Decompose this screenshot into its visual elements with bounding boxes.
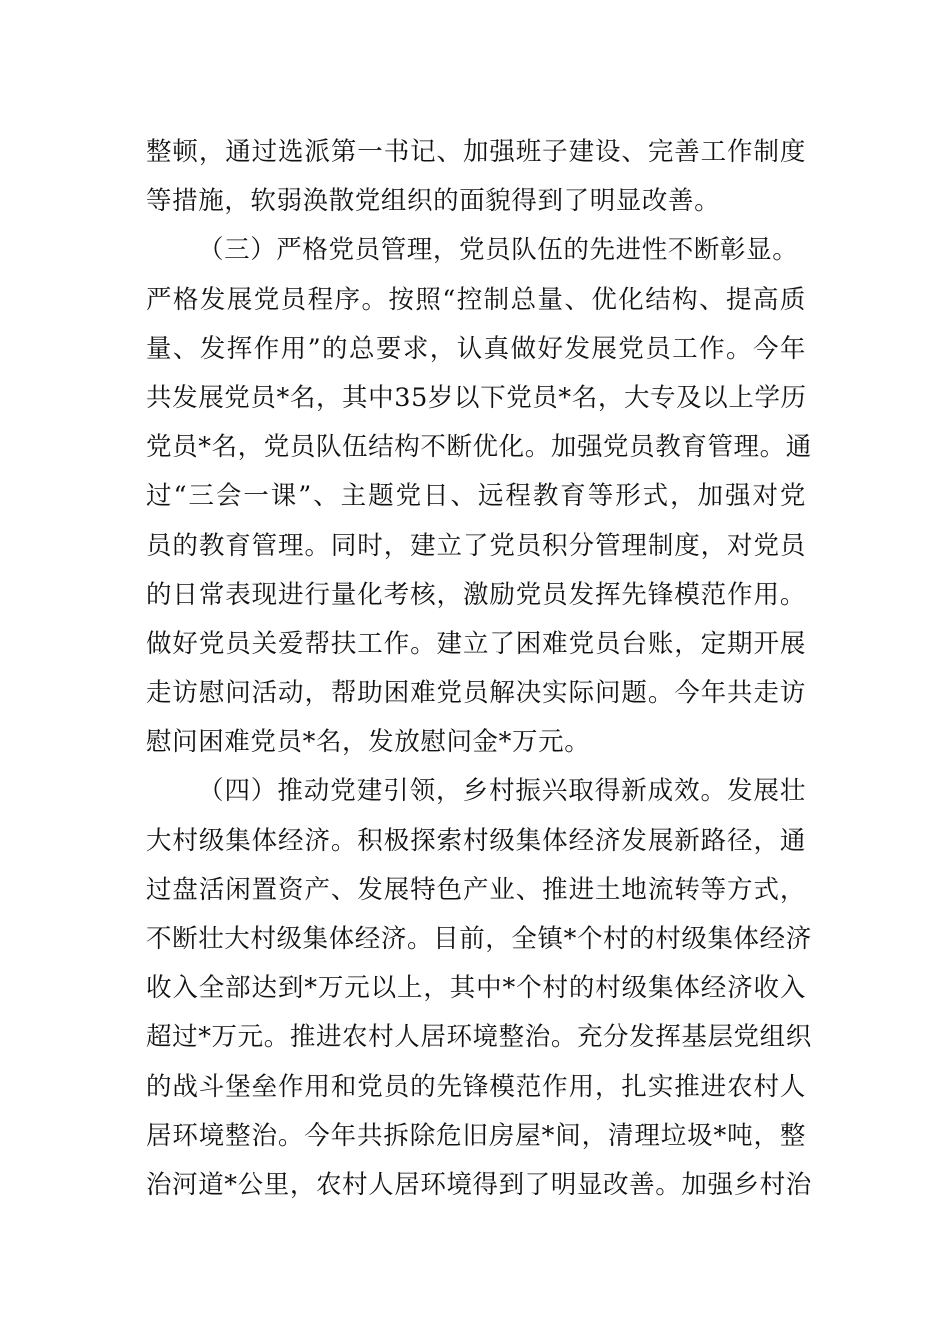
text-line: 的战斗堡垒作用和党员的先锋模范作用，扎实推进农村人 [146,1071,806,1102]
text-line: 过“三会一课”、主题党日、远程教育等形式，加强对党 [146,481,806,512]
body-text [146,128,812,1210]
text-line: 严格发展党员程序。按照“控制总量、优化结构、提高质 [146,284,806,315]
text-line: 做好党员关爱帮扶工作。建立了困难党员台账，定期开展 [146,628,806,659]
text-line: 超过*万元。推进农村人居环境整治。充分发挥基层党组织 [146,1022,812,1053]
text-line: 的日常表现进行量化考核，激励党员发挥先锋模范作用。 [146,579,806,610]
text-line: 治河道*公里，农村人居环境得到了明显改善。加强乡村治 [146,1169,812,1200]
text-line: 员的教育管理。同时，建立了党员积分管理制度，对党员 [146,530,806,561]
text-line: 不断壮大村级集体经济。目前，全镇*个村的村级集体经济 [146,924,812,954]
section-heading-line: （三）严格党员管理，党员队伍的先进性不断彰显。 [198,235,799,266]
text-line: 慰问困难党员*名，发放慰问金*万元。 [146,727,591,758]
text-line: 大村级集体经济。积极探索村级集体经济发展新路径，通 [146,825,806,856]
text-line: 党员*名，党员队伍结构不断优化。加强党员教育管理。通 [146,432,812,463]
text-line: 居环境整治。今年共拆除危旧房屋*间，清理垃圾*吨，整 [146,1120,806,1151]
text-line: 量、发挥作用”的总要求，认真做好发展党员工作。今年 [146,333,806,364]
text-line: 等措施，软弱涣散党组织的面貌得到了明显改善。 [146,186,721,217]
text-line: 共发展党员*名，其中35岁以下党员*名，大专及以上学历 [146,382,807,413]
text-line: 收入全部达到*万元以上，其中*个村的村级集体经济收入 [146,973,806,1004]
text-line: 走访慰问活动，帮助困难党员解决实际问题。今年共走访 [146,678,806,709]
section-heading-line: （四）推动党建引领，乡村振兴取得新成效。发展壮 [198,776,806,807]
text-line: 整顿，通过选派第一书记、加强班子建设、完善工作制度 [146,137,806,167]
text-line: 过盘活闲置资产、发展特色产业、推进土地流转等方式， [146,874,806,905]
